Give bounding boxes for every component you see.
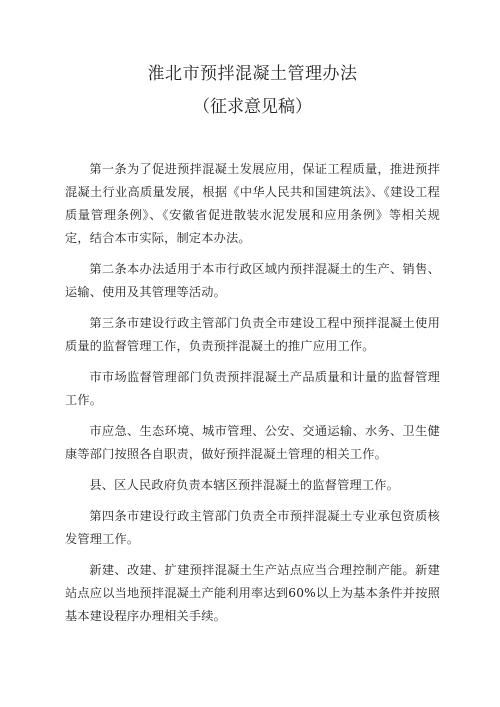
document-subtitle: （征求意见稿）: [193, 97, 312, 117]
paragraph-article-1: 第一条为了促进预拌混凝土发展应用，保证工程质量，推进预拌混凝土行业高质量发展，根据《中华人民共和国建筑法》、《建设工程质量管理条例》、《安徽省促进散装水泥发展和应用条例》等相关规定，结合本市实际，制定本办法。: [65, 162, 440, 245]
paragraph-article-4: 第四条市建设行政主管部门负责全市预拌混凝土专业承包资质核发管理工作。: [65, 509, 440, 546]
paragraph-departments: 市应急、生态环境、城市管理、公安、交通运输、水务、卫生健康等部门按照各自职责，做好预拌混凝土管理的相关工作。: [65, 424, 440, 461]
paragraph-market-supervision: 市市场监督管理部门负责预拌混凝土产品质量和计量的监督管理工作。: [65, 370, 440, 407]
paragraph-county-district: 县、区人民政府负责本辖区预拌混凝土的监督管理工作。: [89, 478, 400, 492]
document-body: [65, 158, 440, 628]
paragraph-new-stations: 新建、改建、扩建预拌混凝土生产站点应当合理控制产能。新建站点应以当地预拌混凝土产能利用率达到60%以上为基本条件并按照基本建设程序办理相关手续。: [65, 563, 440, 623]
paragraph-article-3: 第三条市建设行政主管部门负责全市建设工程中预拌混凝土使用质量的监督管理工作，负责预拌混凝土的推广应用工作。: [65, 316, 440, 353]
document-title: 淮北市预拌混凝土管理办法: [147, 64, 358, 84]
paragraph-article-2: 第二条本办法适用于本市行政区域内预拌混凝土的生产、销售、运输、使用及其管理等活动。: [65, 262, 440, 299]
